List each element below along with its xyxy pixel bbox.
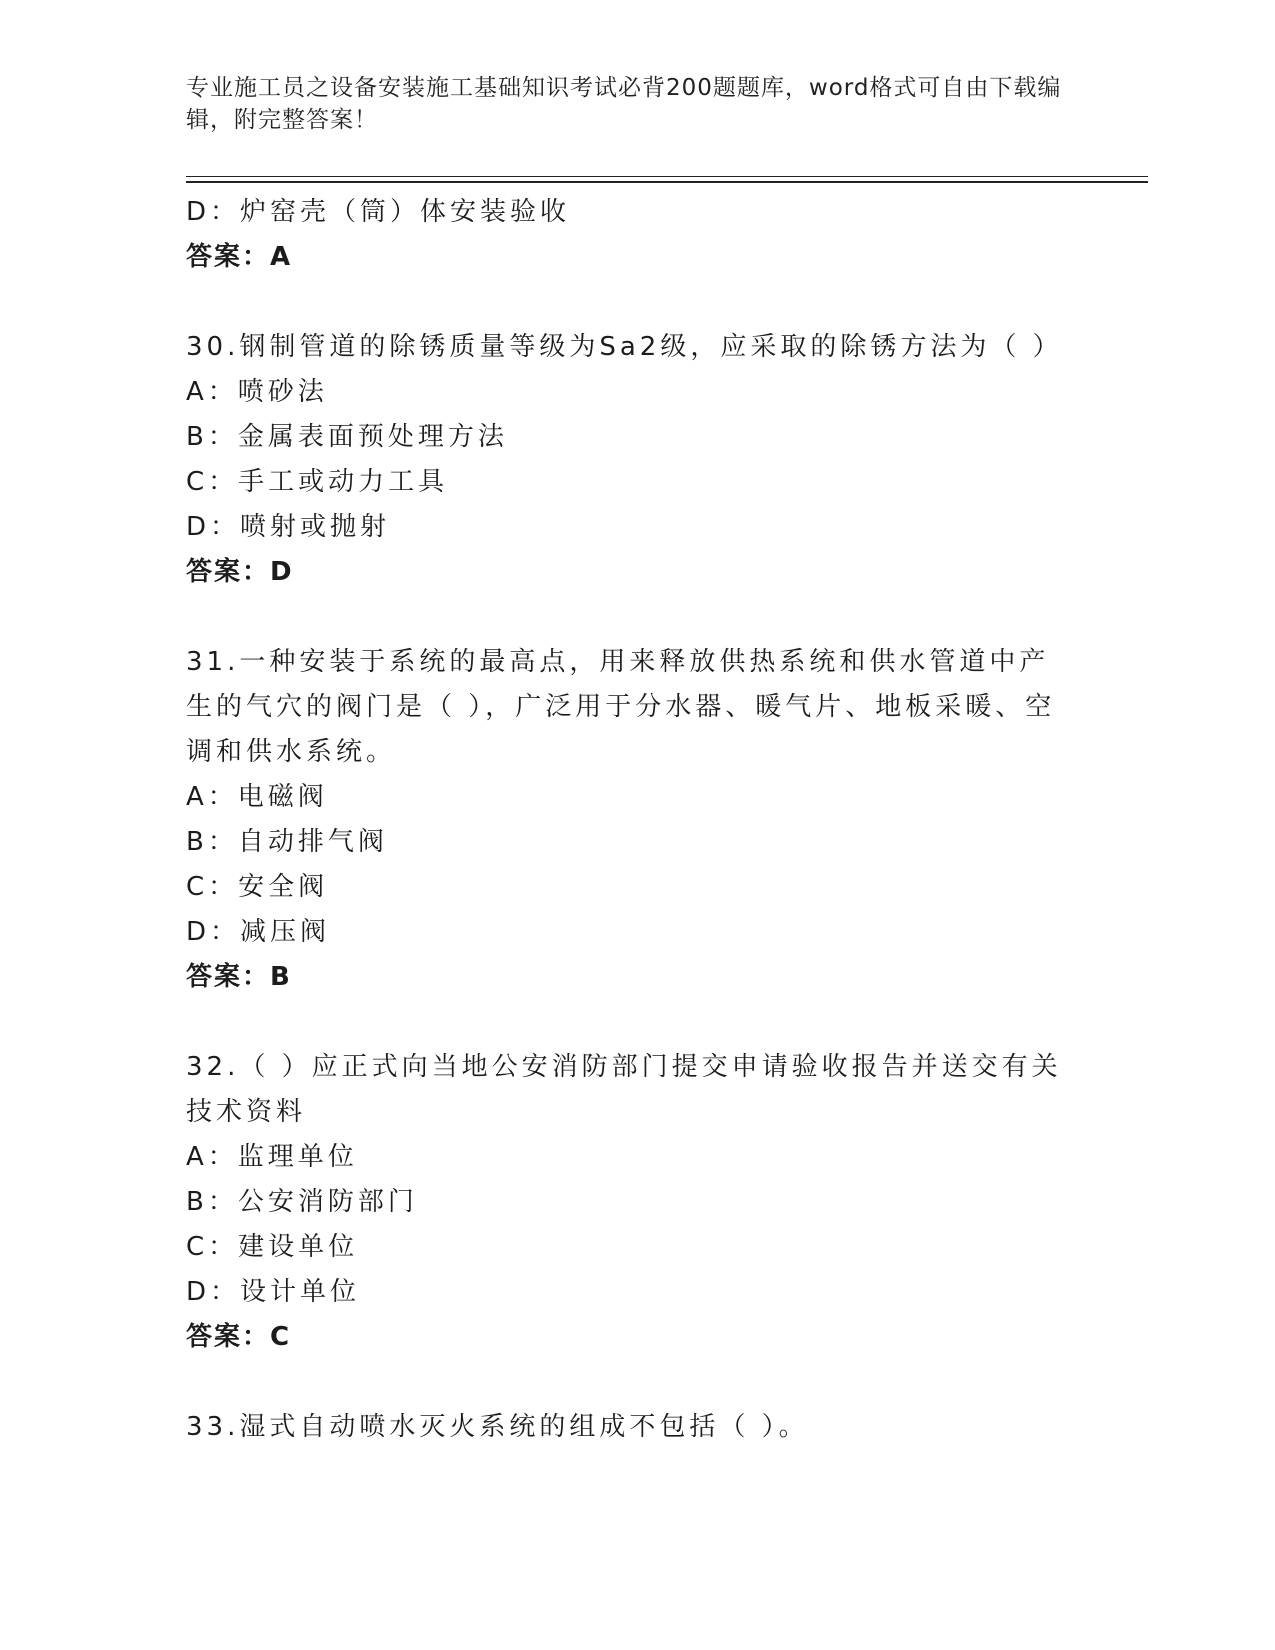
question-block [186,1405,1086,1450]
option-a: A：电磁阀 [186,782,328,812]
question-block [186,1045,1086,1360]
option-c: C：手工或动力工具 [186,467,449,497]
option-c: C：安全阀 [186,872,329,902]
spacer [186,1360,1086,1405]
question-block [186,640,1086,1000]
spacer [186,280,1086,325]
spacer [186,595,1086,640]
option-a: A：喷砂法 [186,377,328,407]
header-title: 专业施工员之设备安装施工基础知识考试必背200题题库，word格式可自由下载编辑，附完整答案！ [186,75,1062,133]
option-a: A：监理单位 [186,1142,358,1172]
option-d: D：减压阀 [186,917,331,947]
question-text: 30.钢制管道的除锈质量等级为Sa2级，应采取的除锈方法为（ ） [186,332,1063,362]
option-b: B：公安消防部门 [186,1187,418,1217]
page-header [186,72,1086,136]
question-content [186,190,1086,1450]
answer-line: 答案：D [186,557,294,587]
header-divider-bottom [186,181,1148,183]
question-block [186,325,1086,595]
answer-line: 答案：A [186,242,293,272]
option-b: B：金属表面预处理方法 [186,422,508,452]
spacer [186,1000,1086,1045]
option-d: D：喷射或抛射 [186,512,391,542]
answer-line: 答案：C [186,1322,292,1352]
question-text: 32.（ ）应正式向当地公安消防部门提交申请验收报告并送交有关技术资料 [186,1052,1062,1127]
option-d: D：设计单位 [186,1277,361,1307]
option-d: D：炉窑壳（筒）体安装验收 [186,197,571,227]
option-b: B：自动排气阀 [186,827,388,857]
answer-line: 答案：B [186,962,292,992]
header-divider-top [186,176,1148,177]
question-text: 33.湿式自动喷水灭火系统的组成不包括（ ）。 [186,1412,809,1442]
question-text: 31.一种安装于系统的最高点，用来释放供热系统和供水管道中产生的气穴的阀门是（ ），广泛用于分水器、暖气片、地板采暖、空调和供水系统。 [186,647,1056,767]
option-c: C：建设单位 [186,1232,359,1262]
